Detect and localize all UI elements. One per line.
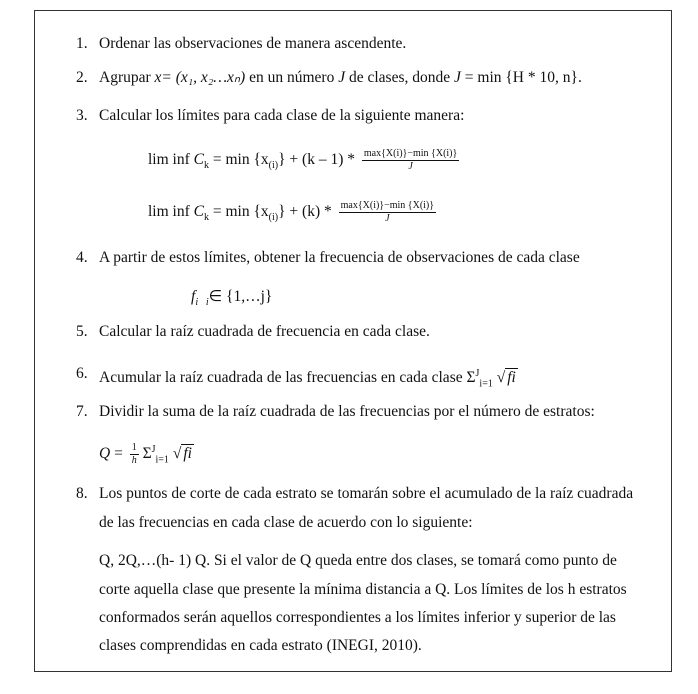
item-number: 7. [76, 403, 88, 420]
item-text: Calcular la raíz cuadrada de frecuencia en cada clase. [99, 323, 430, 340]
formula-lower-limit: lim inf $C_k = \min \{x_{(i)}\} + (k - 1)$ * $\frac{\max\{X(i)\}-\min \{X(i)\}}{J}$ [148, 148, 458, 172]
item-text: clases comprendidas en cada estrato (INEGI, 2010). [99, 637, 422, 654]
formula-q: Q = $\frac{1}{h}$ $\Sigma^J_{i=1}$ √ fi [99, 442, 192, 467]
item-number: 1. [76, 35, 88, 52]
item-number: 4. [76, 249, 88, 266]
item-number: 2. [76, 69, 88, 86]
formula-frequency: $f_i$ $_i$∈ {1,…j} [191, 288, 273, 309]
item-text: Los puntos de corte de cada estrato se tomarán sobre el acumulado de la raíz cuadrada [99, 485, 634, 502]
item-number: 8. [76, 485, 88, 502]
item-text: corte aquella clase que presente la mínima distancia a Q. Los límites de los h estratos [99, 581, 627, 598]
item-number: 5. [76, 323, 88, 340]
item-number: 6. [76, 365, 88, 382]
formula-upper-limit: lim inf $C_k = \min \{x_{(i)}\} + (k)$ * $\frac{\max\{X(i)\}-\min \{X(i)\}}{J}$ [148, 200, 435, 224]
item-text: de las frecuencias en cada clase de acuerdo con lo siguiente: [99, 514, 473, 531]
item-number: 3. [76, 107, 88, 124]
item-text: A partir de estos límites, obtener la frecuencia de observaciones de cada clase [99, 249, 580, 266]
item-text: Calcular los límites para cada clase de la siguiente manera: [99, 107, 465, 124]
item-text: Agrupar x= (x₁, x₂…xₙ) en un número J de clases, donde J = min {H * 10, n}. [99, 69, 582, 86]
item-text: Acumular la raíz cuadrada de las frecuencias en cada clase $\Sigma^J_{i=1}$ √ fi [99, 368, 516, 390]
item-text: Q, 2Q,…(h- 1) Q. Si el valor de Q queda entre dos clases, se tomará como punto de [99, 552, 617, 569]
item-text: conformados serán aquellos correspondientes a los límites inferior y superior de las [99, 609, 616, 626]
item-text: Ordenar las observaciones de manera ascendente. [99, 35, 407, 52]
item-text: Dividir la suma de la raíz cuadrada de las frecuencias por el número de estratos: [99, 403, 595, 420]
